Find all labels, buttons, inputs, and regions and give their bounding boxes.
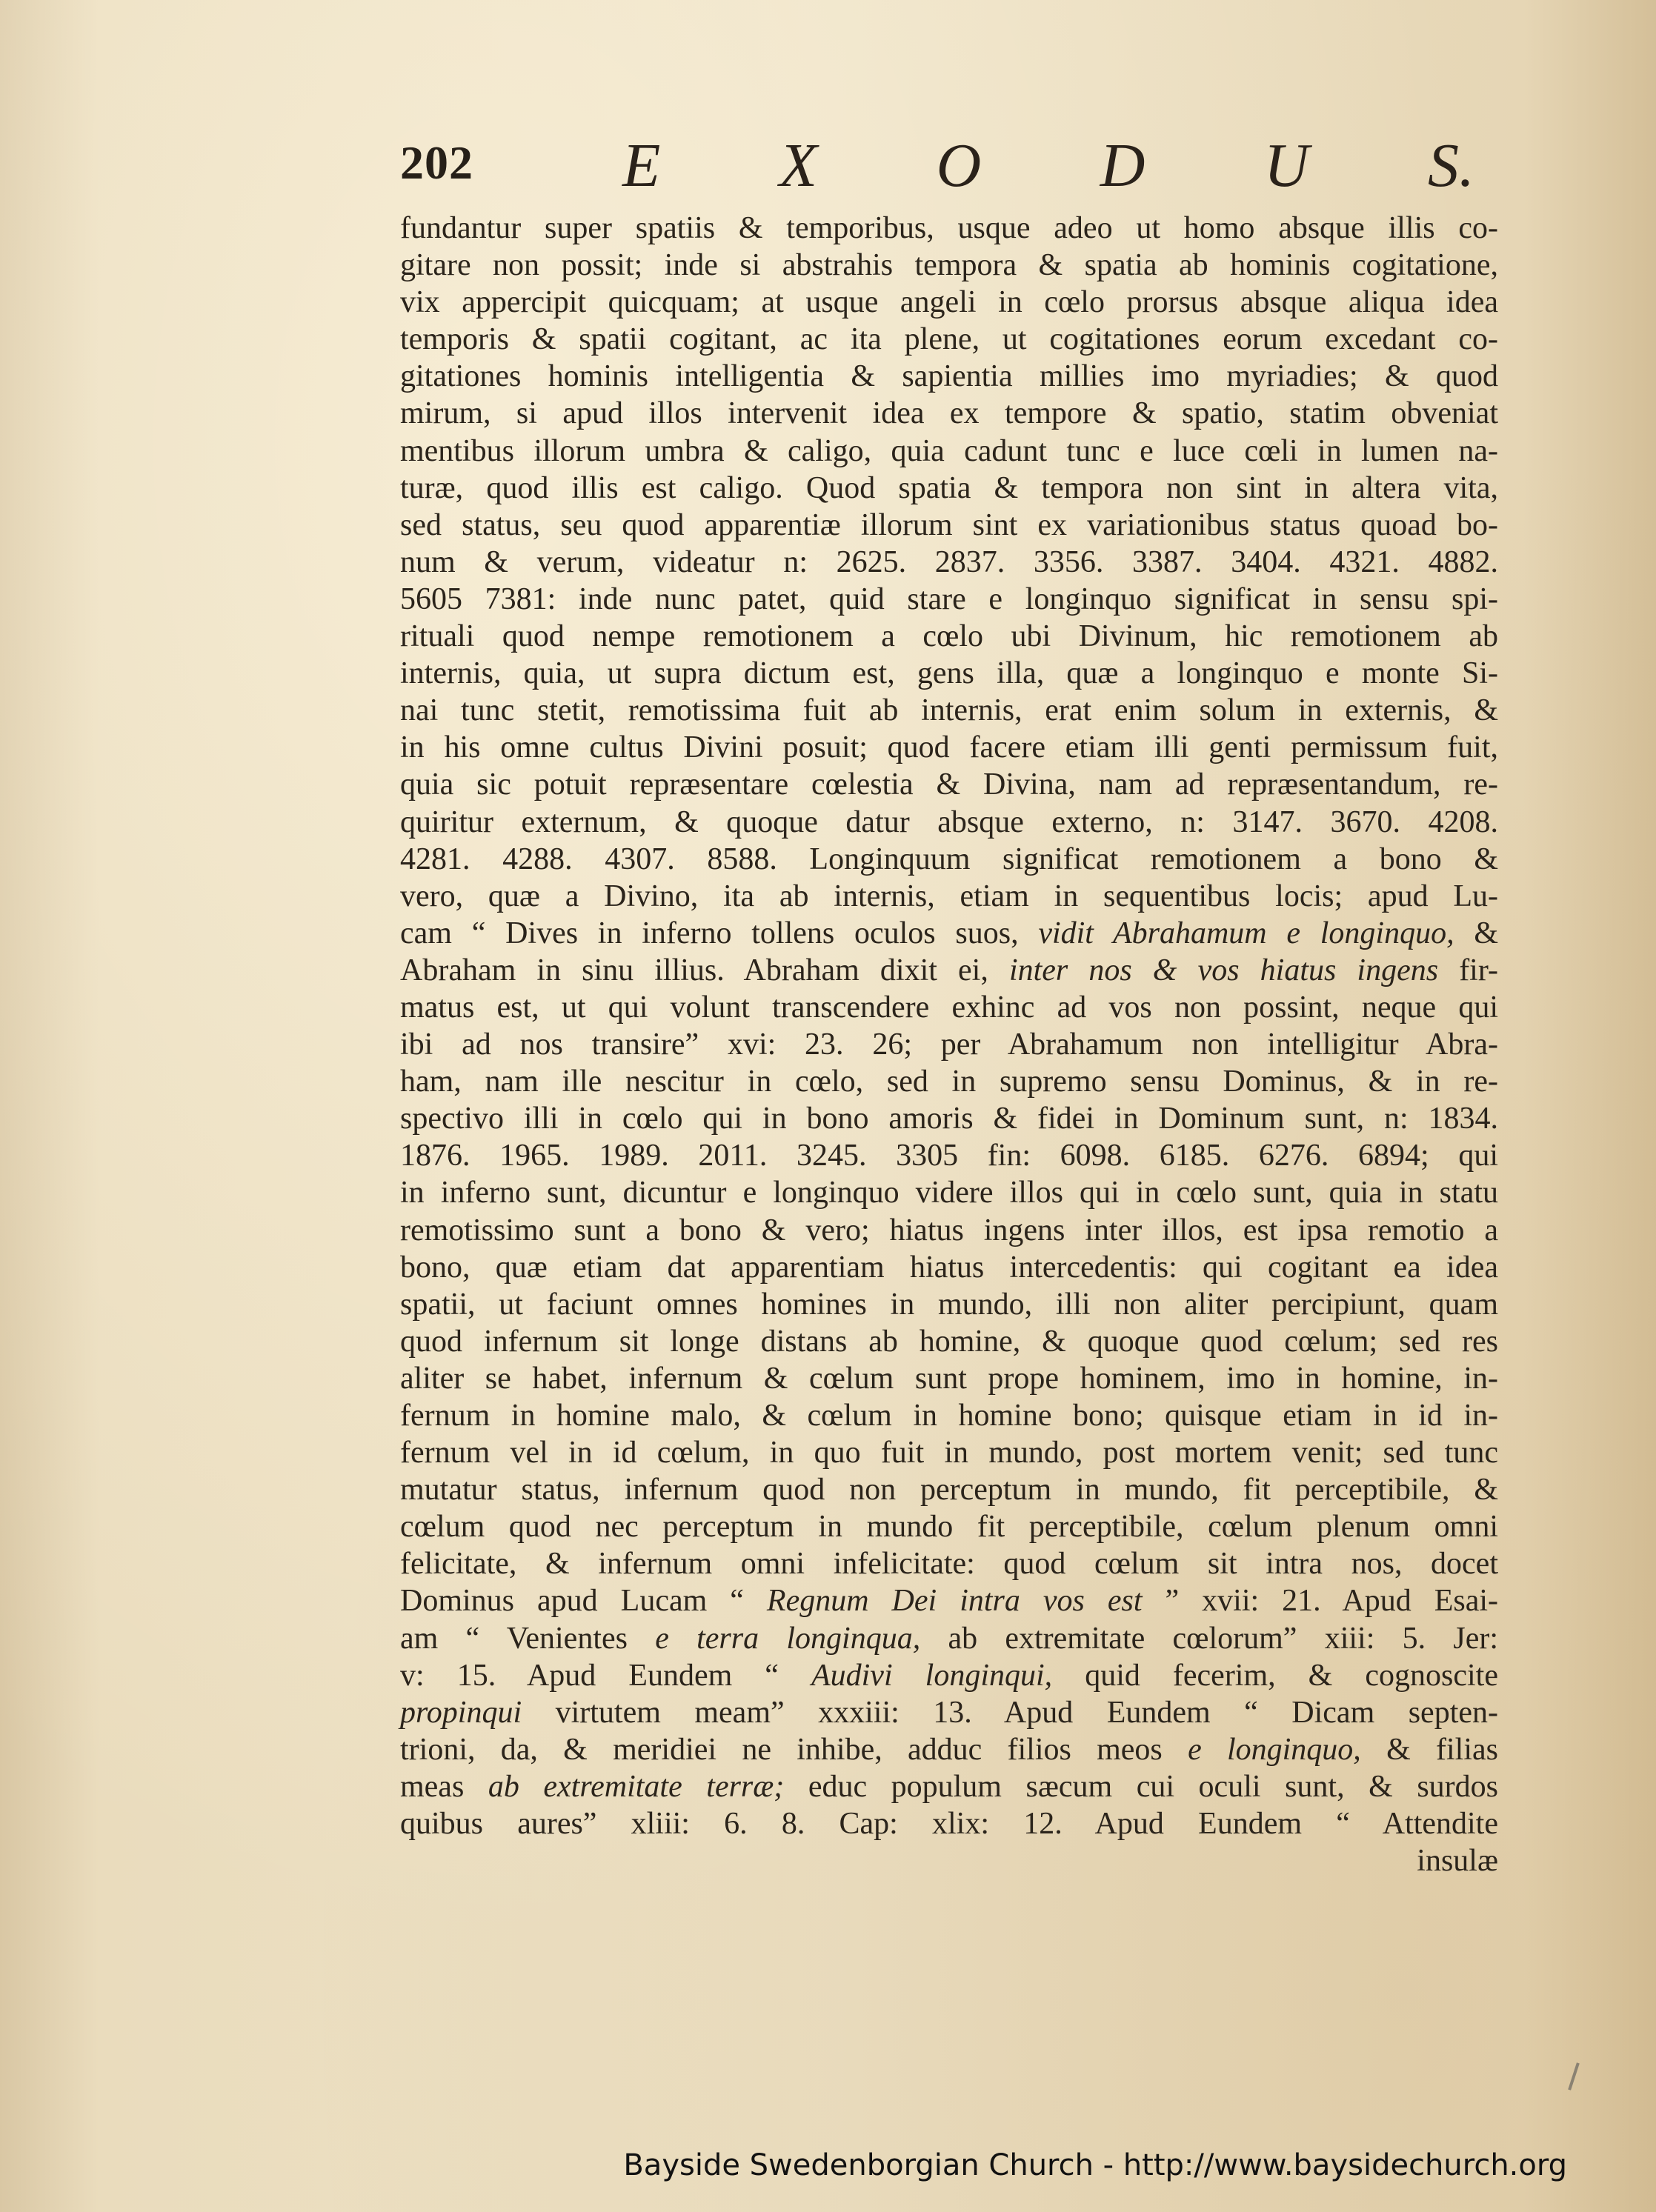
body-text [400,210,1498,1879]
text-line: mirum, si apud illos intervenit idea ex tempore & spatio, statim obveniat [400,396,1498,431]
text-line: 5605 7381: inde nunc patet, quid stare e longinquo significat in sensu spi- [400,582,1498,616]
text-line: mutatur status, infernum quod non perceptum in mundo, fit perceptibile, & [400,1473,1498,1508]
text-line: spectivo illi in cœlo qui in bono amoris & fidei in Dominum sunt, n: 1834. [400,1102,1498,1136]
text-line: ham, nam ille nescitur in cœlo, sed in supremo sensu Dominus, & in re- [400,1065,1498,1099]
text-line: quibus aures” xliii: 6. 8. Cap: xlix: 12. Apud Eundem “ Attendite [400,1807,1498,1842]
text-line: aliter se habet, infernum & cœlum sunt prope hominem, imo in homine, in- [400,1361,1498,1396]
text-line: gitationes hominis intelligentia & sapientia millies imo myriadies; & quod [400,359,1498,394]
text-line: in inferno sunt, dicuntur e longinquo videre illos qui in cœlo sunt, quia in statu [400,1176,1498,1210]
watermark: Bayside Swedenborgian Church - http://www.baysidechurch.org [623,2148,1567,2182]
text-line: bono, quæ etiam dat apparentiam hiatus intercedentis: qui cogitant ea idea [400,1250,1498,1285]
text-line: 4281. 4288. 4307. 8588. Longinquum significat remotionem a bono & [400,842,1498,876]
text-line: Abraham in sinu illius. Abraham dixit ei, inter nos & vos hiatus ingens fir- [400,953,1498,987]
page-header [400,130,1474,200]
text-line: cœlum quod nec perceptum in mundo fit perceptibile, cœlum plenum omni [400,1510,1498,1545]
text-line: rituali quod nempe remotionem a cœlo ubi Divinum, hic remotionem ab [400,619,1498,654]
text-line: felicitate, & infernum omni infelicitate: quod cœlum sit intra nos, docet [400,1547,1498,1582]
text-line: cam “ Dives in inferno tollens oculos suos, vidit Abrahamum e longinquo, & [400,916,1499,950]
text-line: 1876. 1965. 1989. 2011. 3245. 3305 fin: 6098. 6185. 6276. 6894; qui [400,1139,1498,1173]
text-line: spatii, ut faciunt omnes homines in mundo, illi non aliter percipiunt, quam [400,1287,1498,1322]
running-title [622,130,1474,200]
title-letter: O [936,131,982,200]
text-line: mentibus illorum umbra & caligo, quia cadunt tunc e luce cœli in lumen na- [400,433,1498,468]
text-line: sed status, seu quod apparentiæ illorum sint ex variationibus status quoad bo- [400,507,1498,542]
text-line: remotissimo sunt a bono & vero; hiatus ingens inter illos, est ipsa remotio a [400,1213,1498,1247]
text-line: nai tunc stetit, remotissima fuit ab internis, erat enim solum in externis, & [400,693,1498,728]
text-line: quod infernum sit longe distans ab homine, & quoque quod cœlum; sed res [400,1324,1498,1359]
text-line: matus est, ut qui volunt transcendere exhinc ad vos non possint, neque qui [400,990,1498,1025]
text-line: num & verum, videatur n: 2625. 2837. 3356. 3387. 3404. 4321. 4882. [400,544,1498,579]
text-line: meas ab extremitate terræ; educ populum sæcum cui oculi sunt, & surdos [400,1769,1499,1804]
text-line: fernum in homine malo, & cœlum in homine bono; quisque etiam in id in- [400,1399,1498,1433]
text-line: trioni, da, & meridiei ne inhibe, adduc filios meos e longinquo, & filias [400,1732,1498,1767]
title-letter: S. [1427,131,1474,200]
text-line: in his omne cultus Divini posuit; quod facere etiam illi genti permissum fuit, [400,730,1498,765]
text-line: turæ, quod illis est caligo. Quod spatia & tempora non sint in altera vita, [400,470,1498,505]
title-letter: X [779,131,818,200]
text-line: quia sic potuit repræsentare cœlestia & Divina, nam ad repræsentandum, re- [400,767,1498,802]
text-line: insulæ [1417,1844,1498,1879]
title-letter: D [1100,131,1145,200]
text-line: ibi ad nos transire” xvi: 23. 26; per Abrahamum non intelligitur Abra- [400,1027,1498,1062]
text-line: fernum vel in id cœlum, in quo fuit in mundo, post mortem venit; sed tunc [400,1436,1498,1470]
text-line: Dominus apud Lucam “ Regnum Dei intra vos est ” xvii: 21. Apud Esai- [400,1584,1499,1619]
text-line: quiritur externum, & quoque datur absque externo, n: 3147. 3670. 4208. [400,804,1498,839]
text-line: temporis & spatii cogitant, ac ita plene, ut cogitationes eorum excedant co- [400,322,1498,357]
title-letter: U [1263,131,1309,200]
text-line: fundantur super spatiis & temporibus, usque adeo ut homo absque illis co- [400,211,1498,245]
text-line: vero, quæ a Divino, ita ab internis, etiam in sequentibus locis; apud Lu- [400,879,1498,913]
text-line: gitare non possit; inde si abstrahis tempora & spatia ab hominis cogitatione, [400,248,1498,283]
title-letter: E [622,131,661,200]
text-line: vix appercipit quicquam; at usque angeli in cœlo prorsus absque aliqua idea [400,285,1498,320]
text-line: am “ Venientes e terra longinqua, ab extremitate cœlorum” xiii: 5. Jer: [400,1621,1499,1656]
text-line: propinqui virtutem meam” xxxiii: 13. Apud Eundem “ Dicam septen- [400,1695,1498,1730]
page-number: 202 [400,136,473,189]
pencil-mark [1568,2062,1580,2090]
text-line: v: 15. Apud Eundem “ Audivi longinqui, quid fecerim, & cognoscite [400,1658,1498,1693]
text-line: internis, quia, ut supra dictum est, gens illa, quæ a longinquo e monte Si- [400,656,1498,691]
